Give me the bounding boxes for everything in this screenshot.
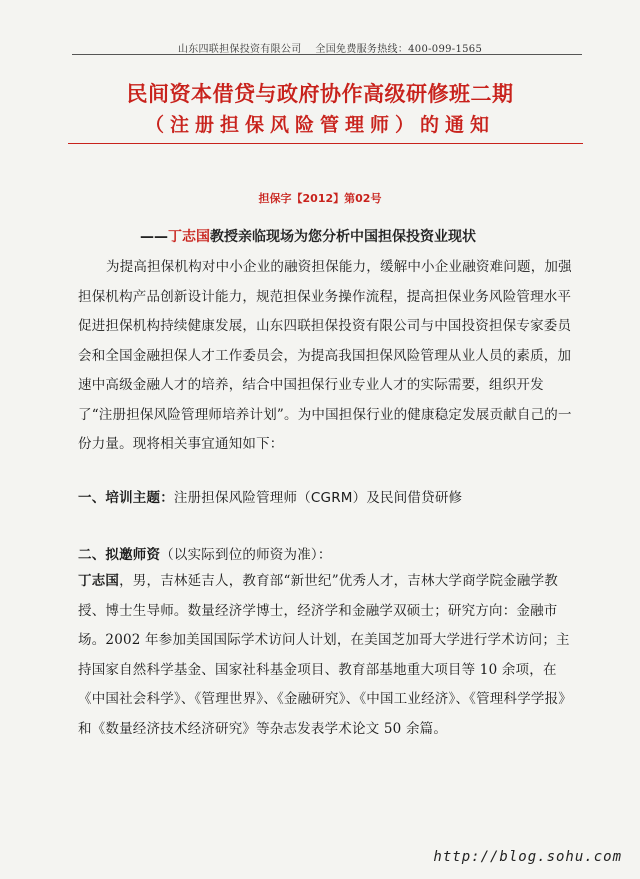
document-title: 民间资本借贷与政府协作高级研修班二期 [126,82,514,106]
letterhead-divider [72,54,582,55]
document-subtitle [140,226,620,246]
section2-note: （以实际到位的师资为准）： [160,547,332,563]
subtitle-dash: —— [140,229,168,245]
teacher-bio-text: ，男，吉林延吉人，教育部“新世纪”优秀人才，吉林大学商学院金融学教授、博士生导师。数量经济学博士，经济学和金融学双硕士；研究方向：金融市场。2002 年参加美国国际学术访问人计划，在美国芝加哥大学进行学术访问；主持国家自然科学基金、国家社科基金项目、教育部基地重大项目等 10 余项，在《中国社会科学》、《管理世界》、《金融研究》、《中国工业经济》、《管理科学学报》和《数量经济技术经济研究》等杂志发表学术论文 50 余篇。 [78,573,572,737]
subtitle-speaker-name: 丁志国 [168,229,210,245]
title-divider [68,143,583,144]
document-title-line2: （注册担保风险管理师）的通知 [144,114,495,136]
blog-watermark: http://blog.sohu.com [433,849,622,865]
section1-text: 注册担保风险管理师（CGRM）及民间借贷研修 [173,490,463,506]
section2-heading: 二、拟邀师资 [78,547,161,563]
intro-paragraph: 为提高担保机构对中小企业的融资担保能力，缓解中小企业融资难问题，加强担保机构产品创新设计能力，规范担保业务操作流程，提高担保业务风险管理水平促进担保机构持续健康发展，山东四联担保投资有限公司与中国投资担保专家委员会和全国金融担保人才工作委员会，为提高我国担保风险管理从业人员的素质，加速中高级金融人才的培养，结合中国担保行业专业人才的实际需要，组织开发了“注册担保风险管理师培养计划”。为中国担保行业的健康稳定发展贡献自己的一份力量。现将相关事宜通知如下： [78,259,572,452]
company-name: 山东四联担保投资有限公司 [177,44,302,55]
hotline: 全国免费服务热线：400-099-1565 [315,44,483,55]
subtitle-text: 教授亲临现场为您分析中国担保投资业现状 [210,229,476,245]
document-number: 担保字【2012】第02号 [258,192,382,205]
section1-heading: 一、培训主题： [78,490,174,506]
letterhead [75,40,585,55]
teacher-name: 丁志国 [78,573,120,589]
teacher-bio [78,567,578,744]
section-training-topic [78,484,578,514]
